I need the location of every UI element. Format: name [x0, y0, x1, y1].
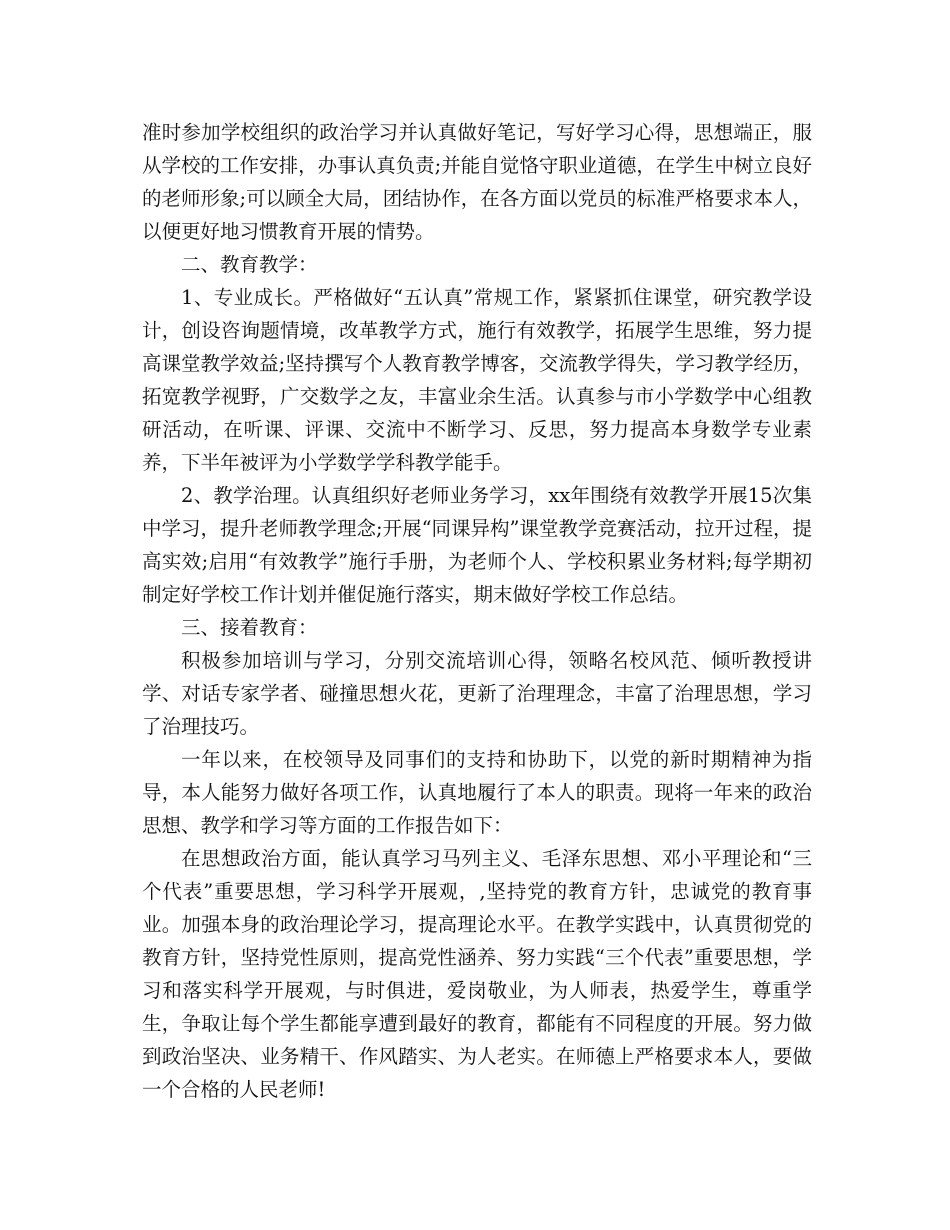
paragraph-professional-growth: 1、专业成长。严格做好“五认真”常规工作，紧紧抓住课堂，研究教学设计，创设咨询题情境，改革教学方式，施行有效教学，拓展学生思维，努力提高课堂教学效益;坚持撰写个人教育教学博客，交流教学得失，学习教学经历，拓宽教学视野，广交数学之友，丰富业余生活。认真参与市小学数学中心组教研活动，在听课、评课、交流中不断学习、反思，努力提高本身数学专业素养，下半年被评为小学数学学科教学能手。: [142, 286, 812, 474]
paragraph-training: 积极参加培训与学习，分别交流培训心得，领略名校风范、倾听教授讲学、对话专家学者、碰撞思想火花，更新了治理理念，丰富了治理思想，学习了治理技巧。: [142, 649, 812, 738]
section-heading-teaching: 二、教育教学：: [181, 253, 318, 276]
paragraph-continuation: 准时参加学校组织的政治学习并认真做好笔记，写好学习心得，思想端正，服从学校的工作安排，办事认真负责;并能自觉恪守职业道德，在学生中树立良好的老师形象;可以顾全大局，团结协作，在各方面以党员的标准严格要求本人，以便更好地习惯教育开展的情势。: [142, 121, 812, 243]
paragraph-political-thought: 在思想政治方面，能认真学习马列主义、毛泽东思想、邓小平理论和“三个代表”重要思想，学习科学开展观，,坚持党的教育方针，忠诚党的教育事业。加强本身的政治理论学习，提高理论水平。在教学实践中，认真贯彻党的教育方针，坚持党性原则，提高党性涵养、努力实践“三个代表”重要思想，学习和落实科学开展观，与时俱进，爱岗敬业，为人师表，热爱学生，尊重学生，争取让每个学生都能享遭到最好的教育，都能有不同程度的开展。努力做到政治坚决、业务精干、作风踏实、为人老实。在师德上严格要求本人，要做一个合格的人民老师!: [142, 847, 812, 1101]
section-heading-continuing-education: 三、接着教育：: [181, 616, 318, 639]
paragraph-year-summary: 一年以来，在校领导及同事们的支持和协助下，以党的新时期精神为指导，本人能努力做好各项工作，认真地履行了本人的职责。现将一年来的政治思想、教学和学习等方面的工作报告如下：: [142, 748, 812, 837]
document-body: [142, 116, 812, 1106]
paragraph-teaching-management: 2、教学治理。认真组织好老师业务学习，xx年围绕有效教学开展15次集中学习，提升老师教学理念;开展“同课异构”课堂教学竞赛活动，拉开过程，提高实效;启用“有效教学”施行手册，为老师个人、学校积累业务材料;每学期初制定好学校工作计划并催促施行落实，期末做好学校工作总结。: [142, 484, 813, 606]
